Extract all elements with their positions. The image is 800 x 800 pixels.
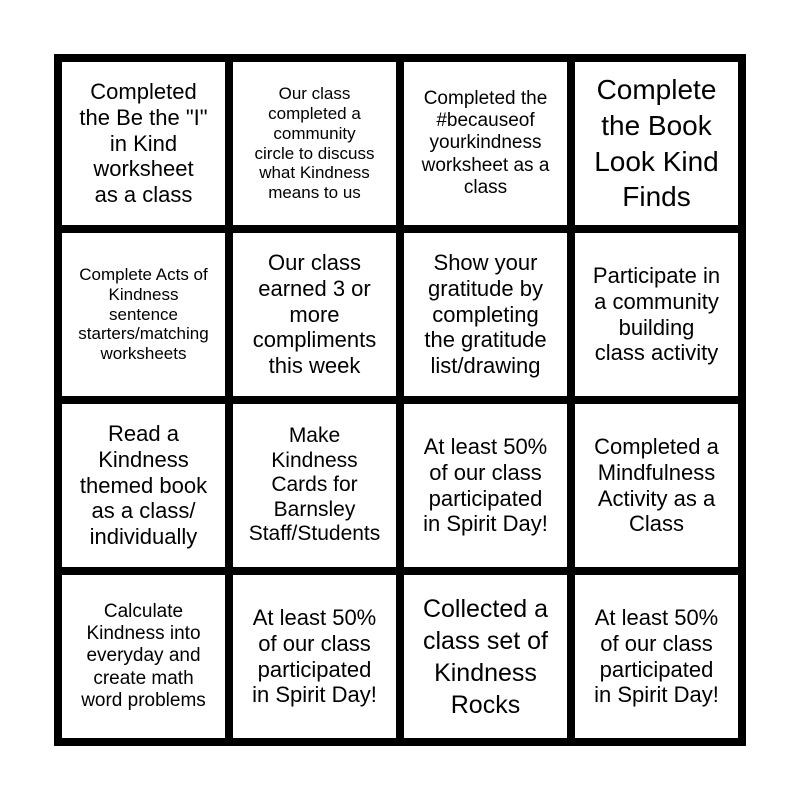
bingo-cell-text: Our class earned 3 or more compliments this week	[252, 250, 377, 379]
bingo-cell-r3c2[interactable]	[233, 404, 396, 567]
bingo-cell-r3c1[interactable]	[62, 404, 225, 567]
bingo-cell-r2c4[interactable]	[575, 233, 738, 396]
bingo-cell-r2c1[interactable]	[62, 233, 225, 396]
bingo-cell-text: Collected a class set of Kindness Rocks	[422, 594, 549, 719]
bingo-cell-text: Completed a Mindfulness Activity as a Class	[594, 434, 719, 537]
bingo-cell-r1c1[interactable]	[62, 62, 225, 225]
bingo-cell-text: Calculate Kindness into everyday and create math word problems	[81, 600, 206, 711]
bingo-cell-r1c2[interactable]	[233, 62, 396, 225]
bingo-cell-text: Complete Acts of Kindness sentence starters/matching worksheets	[78, 264, 209, 364]
bingo-cell-r4c3[interactable]	[404, 575, 567, 738]
bingo-cell-text: Completed the #becauseof yourkindness worksheet as a class	[421, 87, 550, 198]
bingo-cell-text: Participate in a community building class activity	[592, 263, 721, 366]
bingo-cell-text: Completed the Be the "I" in Kind worksheet as a class	[79, 79, 208, 208]
bingo-cell-r3c3[interactable]	[404, 404, 567, 567]
bingo-cell-r4c4[interactable]	[575, 575, 738, 738]
bingo-cell-r1c3[interactable]	[404, 62, 567, 225]
bingo-cell-r4c2[interactable]	[233, 575, 396, 738]
bingo-cell-r2c2[interactable]	[233, 233, 396, 396]
bingo-cell-r3c4[interactable]	[575, 404, 738, 567]
bingo-cell-r4c1[interactable]	[62, 575, 225, 738]
bingo-cell-text: At least 50% of our class participated in Spirit Day!	[423, 434, 548, 537]
bingo-board	[54, 54, 746, 746]
bingo-cell-r2c3[interactable]	[404, 233, 567, 396]
bingo-cell-text: Make Kindness Cards for Barnsley Staff/Students	[248, 424, 381, 546]
bingo-cell-text: At least 50% of our class participated in Spirit Day!	[594, 605, 719, 708]
bingo-cell-r1c4[interactable]	[575, 62, 738, 225]
bingo-cell-text: Read a Kindness themed book as a class/ individually	[79, 421, 208, 550]
bingo-cell-text: Show your gratitude by completing the gratitude list/drawing	[424, 250, 547, 379]
bingo-cell-text: Our class completed a community circle to discuss what Kindness means to us	[254, 83, 375, 203]
bingo-cell-text: At least 50% of our class participated in Spirit Day!	[252, 605, 377, 708]
bingo-cell-text: Complete the Book Look Kind Finds	[594, 73, 719, 213]
